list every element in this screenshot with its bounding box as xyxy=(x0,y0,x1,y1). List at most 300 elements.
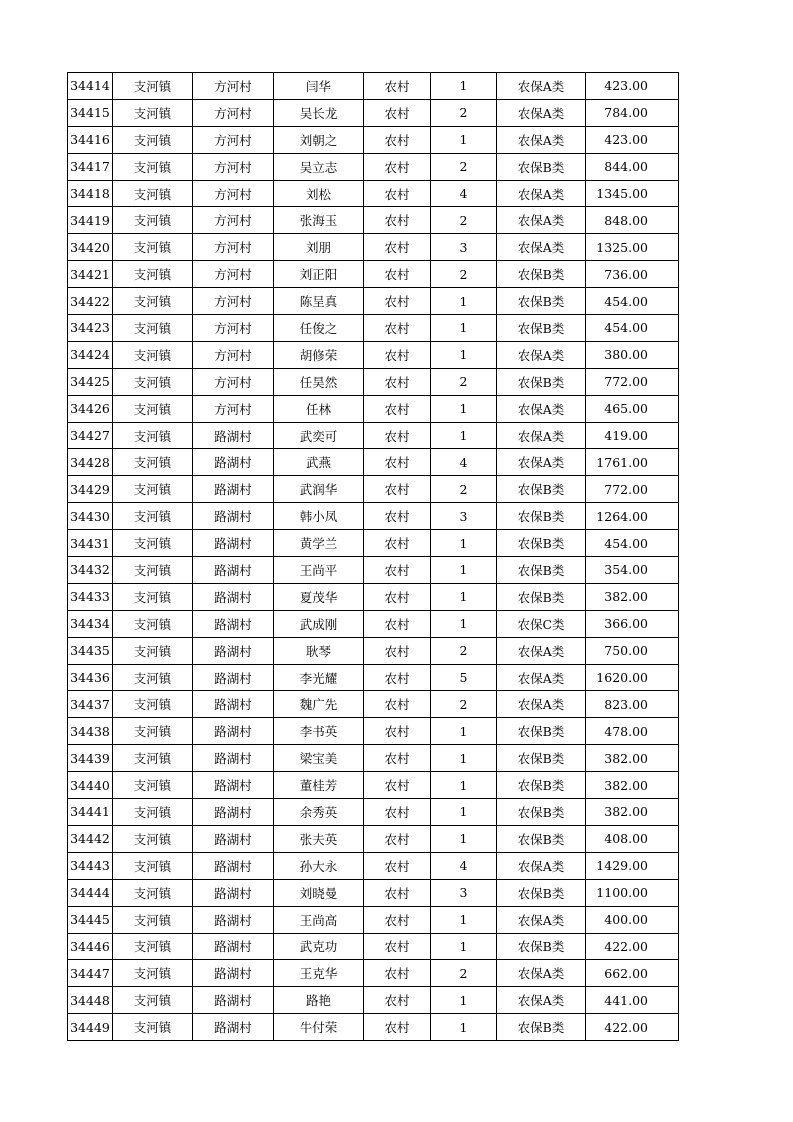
member-count-cell: 1 xyxy=(431,288,497,315)
member-count-cell: 2 xyxy=(431,476,497,503)
record-id-cell: 34438 xyxy=(68,718,113,745)
table-row xyxy=(68,503,679,530)
village-cell: 方河村 xyxy=(193,261,274,288)
town-cell: 支河镇 xyxy=(113,315,193,342)
town-cell: 支河镇 xyxy=(113,799,193,826)
table-row xyxy=(68,557,679,584)
amount-cell: 823.00 xyxy=(586,691,679,718)
town-cell: 支河镇 xyxy=(113,395,193,422)
village-cell: 方河村 xyxy=(193,234,274,261)
amount-cell: 354.00 xyxy=(586,557,679,584)
table-row xyxy=(68,583,679,610)
town-cell: 支河镇 xyxy=(113,207,193,234)
household-type-cell: 农村 xyxy=(364,449,431,476)
table-row xyxy=(68,153,679,180)
village-cell: 路湖村 xyxy=(193,637,274,664)
record-id-cell: 34423 xyxy=(68,315,113,342)
person-name-cell: 牛付荣 xyxy=(274,1014,364,1041)
village-cell: 方河村 xyxy=(193,153,274,180)
household-type-cell: 农村 xyxy=(364,745,431,772)
town-cell: 支河镇 xyxy=(113,422,193,449)
member-count-cell: 1 xyxy=(431,315,497,342)
town-cell: 支河镇 xyxy=(113,987,193,1014)
household-type-cell: 农村 xyxy=(364,852,431,879)
person-name-cell: 韩小凤 xyxy=(274,503,364,530)
record-id-cell: 34420 xyxy=(68,234,113,261)
amount-cell: 454.00 xyxy=(586,315,679,342)
town-cell: 支河镇 xyxy=(113,153,193,180)
village-cell: 路湖村 xyxy=(193,799,274,826)
person-name-cell: 任俊之 xyxy=(274,315,364,342)
table-row xyxy=(68,852,679,879)
household-type-cell: 农村 xyxy=(364,637,431,664)
member-count-cell: 1 xyxy=(431,610,497,637)
household-type-cell: 农村 xyxy=(364,906,431,933)
record-id-cell: 34437 xyxy=(68,691,113,718)
member-count-cell: 1 xyxy=(431,772,497,799)
record-id-cell: 34417 xyxy=(68,153,113,180)
table-row xyxy=(68,315,679,342)
record-id-cell: 34428 xyxy=(68,449,113,476)
amount-cell: 382.00 xyxy=(586,583,679,610)
amount-cell: 1325.00 xyxy=(586,234,679,261)
person-name-cell: 刘朝之 xyxy=(274,126,364,153)
household-type-cell: 农村 xyxy=(364,341,431,368)
insurance-class-cell: 农保B类 xyxy=(497,557,586,584)
insurance-class-cell: 农保A类 xyxy=(497,664,586,691)
insurance-class-cell: 农保A类 xyxy=(497,987,586,1014)
amount-cell: 1761.00 xyxy=(586,449,679,476)
town-cell: 支河镇 xyxy=(113,503,193,530)
amount-cell: 662.00 xyxy=(586,960,679,987)
insurance-class-cell: 农保B类 xyxy=(497,261,586,288)
insurance-class-cell: 农保A类 xyxy=(497,691,586,718)
member-count-cell: 2 xyxy=(431,368,497,395)
record-id-cell: 34444 xyxy=(68,879,113,906)
household-type-cell: 农村 xyxy=(364,772,431,799)
household-type-cell: 农村 xyxy=(364,933,431,960)
member-count-cell: 1 xyxy=(431,987,497,1014)
insurance-class-cell: 农保B类 xyxy=(497,583,586,610)
village-cell: 路湖村 xyxy=(193,825,274,852)
member-count-cell: 2 xyxy=(431,99,497,126)
town-cell: 支河镇 xyxy=(113,583,193,610)
town-cell: 支河镇 xyxy=(113,368,193,395)
insurance-class-cell: 农保B类 xyxy=(497,718,586,745)
person-name-cell: 刘朋 xyxy=(274,234,364,261)
table-row xyxy=(68,341,679,368)
member-count-cell: 1 xyxy=(431,583,497,610)
village-cell: 方河村 xyxy=(193,207,274,234)
village-cell: 方河村 xyxy=(193,180,274,207)
town-cell: 支河镇 xyxy=(113,610,193,637)
table-row xyxy=(68,261,679,288)
insurance-class-cell: 农保A类 xyxy=(497,449,586,476)
record-id-cell: 34432 xyxy=(68,557,113,584)
household-type-cell: 农村 xyxy=(364,261,431,288)
insurance-class-cell: 农保A类 xyxy=(497,126,586,153)
table-row xyxy=(68,422,679,449)
village-cell: 方河村 xyxy=(193,73,274,100)
insurance-class-cell: 农保A类 xyxy=(497,852,586,879)
person-name-cell: 张夫英 xyxy=(274,825,364,852)
table-row xyxy=(68,368,679,395)
table-row xyxy=(68,664,679,691)
village-cell: 路湖村 xyxy=(193,933,274,960)
household-type-cell: 农村 xyxy=(364,73,431,100)
insurance-class-cell: 农保A类 xyxy=(497,207,586,234)
insurance-class-cell: 农保A类 xyxy=(497,234,586,261)
amount-cell: 772.00 xyxy=(586,368,679,395)
household-type-cell: 农村 xyxy=(364,825,431,852)
household-type-cell: 农村 xyxy=(364,207,431,234)
person-name-cell: 梁宝美 xyxy=(274,745,364,772)
person-name-cell: 任林 xyxy=(274,395,364,422)
village-cell: 路湖村 xyxy=(193,852,274,879)
table-row xyxy=(68,207,679,234)
insurance-class-cell: 农保A类 xyxy=(497,99,586,126)
household-type-cell: 农村 xyxy=(364,960,431,987)
record-id-cell: 34448 xyxy=(68,987,113,1014)
member-count-cell: 5 xyxy=(431,664,497,691)
table-row xyxy=(68,960,679,987)
household-type-cell: 农村 xyxy=(364,691,431,718)
member-count-cell: 1 xyxy=(431,395,497,422)
village-cell: 路湖村 xyxy=(193,503,274,530)
person-name-cell: 刘晓曼 xyxy=(274,879,364,906)
member-count-cell: 1 xyxy=(431,906,497,933)
insurance-class-cell: 农保B类 xyxy=(497,530,586,557)
village-cell: 路湖村 xyxy=(193,449,274,476)
person-name-cell: 武奕可 xyxy=(274,422,364,449)
member-count-cell: 1 xyxy=(431,341,497,368)
town-cell: 支河镇 xyxy=(113,691,193,718)
person-name-cell: 李光耀 xyxy=(274,664,364,691)
household-type-cell: 农村 xyxy=(364,664,431,691)
member-count-cell: 1 xyxy=(431,422,497,449)
town-cell: 支河镇 xyxy=(113,73,193,100)
record-id-cell: 34442 xyxy=(68,825,113,852)
village-cell: 路湖村 xyxy=(193,610,274,637)
insurance-class-cell: 农保A类 xyxy=(497,395,586,422)
record-id-cell: 34416 xyxy=(68,126,113,153)
household-type-cell: 农村 xyxy=(364,368,431,395)
member-count-cell: 1 xyxy=(431,126,497,153)
insurance-class-cell: 农保B类 xyxy=(497,476,586,503)
town-cell: 支河镇 xyxy=(113,664,193,691)
village-cell: 方河村 xyxy=(193,395,274,422)
village-cell: 路湖村 xyxy=(193,557,274,584)
amount-cell: 848.00 xyxy=(586,207,679,234)
person-name-cell: 王尚高 xyxy=(274,906,364,933)
member-count-cell: 2 xyxy=(431,207,497,234)
person-name-cell: 胡修荣 xyxy=(274,341,364,368)
town-cell: 支河镇 xyxy=(113,234,193,261)
town-cell: 支河镇 xyxy=(113,530,193,557)
village-cell: 路湖村 xyxy=(193,745,274,772)
table-row xyxy=(68,987,679,1014)
amount-cell: 1100.00 xyxy=(586,879,679,906)
person-name-cell: 余秀英 xyxy=(274,799,364,826)
record-id-cell: 34431 xyxy=(68,530,113,557)
member-count-cell: 2 xyxy=(431,637,497,664)
village-cell: 路湖村 xyxy=(193,987,274,1014)
person-name-cell: 张海玉 xyxy=(274,207,364,234)
town-cell: 支河镇 xyxy=(113,745,193,772)
insurance-class-cell: 农保B类 xyxy=(497,1014,586,1041)
village-cell: 路湖村 xyxy=(193,960,274,987)
household-type-cell: 农村 xyxy=(364,422,431,449)
record-id-cell: 34414 xyxy=(68,73,113,100)
table-row xyxy=(68,449,679,476)
record-id-cell: 34418 xyxy=(68,180,113,207)
amount-cell: 422.00 xyxy=(586,1014,679,1041)
village-cell: 路湖村 xyxy=(193,879,274,906)
table-row xyxy=(68,691,679,718)
village-cell: 路湖村 xyxy=(193,772,274,799)
household-type-cell: 农村 xyxy=(364,180,431,207)
village-cell: 路湖村 xyxy=(193,583,274,610)
amount-cell: 1345.00 xyxy=(586,180,679,207)
record-id-cell: 34435 xyxy=(68,637,113,664)
household-type-cell: 农村 xyxy=(364,557,431,584)
person-name-cell: 魏广先 xyxy=(274,691,364,718)
record-id-cell: 34425 xyxy=(68,368,113,395)
table-row xyxy=(68,288,679,315)
records-table-body xyxy=(68,73,679,1041)
amount-cell: 408.00 xyxy=(586,825,679,852)
member-count-cell: 4 xyxy=(431,852,497,879)
town-cell: 支河镇 xyxy=(113,906,193,933)
record-id-cell: 34419 xyxy=(68,207,113,234)
person-name-cell: 王尚平 xyxy=(274,557,364,584)
record-id-cell: 34424 xyxy=(68,341,113,368)
record-id-cell: 34439 xyxy=(68,745,113,772)
member-count-cell: 1 xyxy=(431,73,497,100)
amount-cell: 1620.00 xyxy=(586,664,679,691)
insurance-class-cell: 农保A类 xyxy=(497,73,586,100)
table-row xyxy=(68,1014,679,1041)
town-cell: 支河镇 xyxy=(113,180,193,207)
table-row xyxy=(68,825,679,852)
insurance-class-cell: 农保B类 xyxy=(497,825,586,852)
record-id-cell: 34426 xyxy=(68,395,113,422)
amount-cell: 382.00 xyxy=(586,745,679,772)
insurance-class-cell: 农保A类 xyxy=(497,180,586,207)
amount-cell: 736.00 xyxy=(586,261,679,288)
insurance-class-cell: 农保A类 xyxy=(497,637,586,664)
member-count-cell: 1 xyxy=(431,745,497,772)
village-cell: 路湖村 xyxy=(193,422,274,449)
town-cell: 支河镇 xyxy=(113,261,193,288)
town-cell: 支河镇 xyxy=(113,718,193,745)
record-id-cell: 34433 xyxy=(68,583,113,610)
household-type-cell: 农村 xyxy=(364,476,431,503)
member-count-cell: 4 xyxy=(431,449,497,476)
household-type-cell: 农村 xyxy=(364,718,431,745)
table-row xyxy=(68,933,679,960)
town-cell: 支河镇 xyxy=(113,879,193,906)
person-name-cell: 武燕 xyxy=(274,449,364,476)
member-count-cell: 2 xyxy=(431,261,497,288)
amount-cell: 454.00 xyxy=(586,288,679,315)
person-name-cell: 夏茂华 xyxy=(274,583,364,610)
amount-cell: 750.00 xyxy=(586,637,679,664)
member-count-cell: 1 xyxy=(431,718,497,745)
village-cell: 路湖村 xyxy=(193,476,274,503)
household-type-cell: 农村 xyxy=(364,1014,431,1041)
household-type-cell: 农村 xyxy=(364,126,431,153)
household-type-cell: 农村 xyxy=(364,315,431,342)
household-type-cell: 农村 xyxy=(364,879,431,906)
village-cell: 路湖村 xyxy=(193,1014,274,1041)
insurance-class-cell: 农保B类 xyxy=(497,772,586,799)
town-cell: 支河镇 xyxy=(113,341,193,368)
record-id-cell: 34436 xyxy=(68,664,113,691)
household-type-cell: 农村 xyxy=(364,530,431,557)
member-count-cell: 3 xyxy=(431,234,497,261)
member-count-cell: 1 xyxy=(431,825,497,852)
amount-cell: 454.00 xyxy=(586,530,679,557)
insurance-class-cell: 农保C类 xyxy=(497,610,586,637)
person-name-cell: 刘正阳 xyxy=(274,261,364,288)
member-count-cell: 1 xyxy=(431,799,497,826)
amount-cell: 478.00 xyxy=(586,718,679,745)
village-cell: 路湖村 xyxy=(193,691,274,718)
person-name-cell: 武润华 xyxy=(274,476,364,503)
town-cell: 支河镇 xyxy=(113,476,193,503)
insurance-class-cell: 农保A类 xyxy=(497,960,586,987)
household-type-cell: 农村 xyxy=(364,799,431,826)
town-cell: 支河镇 xyxy=(113,772,193,799)
record-id-cell: 34430 xyxy=(68,503,113,530)
town-cell: 支河镇 xyxy=(113,288,193,315)
household-type-cell: 农村 xyxy=(364,234,431,261)
record-id-cell: 34449 xyxy=(68,1014,113,1041)
person-name-cell: 任昊然 xyxy=(274,368,364,395)
household-type-cell: 农村 xyxy=(364,503,431,530)
household-type-cell: 农村 xyxy=(364,99,431,126)
town-cell: 支河镇 xyxy=(113,126,193,153)
amount-cell: 441.00 xyxy=(586,987,679,1014)
amount-cell: 772.00 xyxy=(586,476,679,503)
village-cell: 路湖村 xyxy=(193,718,274,745)
amount-cell: 382.00 xyxy=(586,799,679,826)
table-row xyxy=(68,637,679,664)
town-cell: 支河镇 xyxy=(113,852,193,879)
town-cell: 支河镇 xyxy=(113,557,193,584)
amount-cell: 423.00 xyxy=(586,73,679,100)
amount-cell: 419.00 xyxy=(586,422,679,449)
insurance-class-cell: 农保A类 xyxy=(497,422,586,449)
person-name-cell: 武成刚 xyxy=(274,610,364,637)
person-name-cell: 武克功 xyxy=(274,933,364,960)
person-name-cell: 孙大永 xyxy=(274,852,364,879)
insurance-class-cell: 农保B类 xyxy=(497,503,586,530)
record-id-cell: 34429 xyxy=(68,476,113,503)
member-count-cell: 1 xyxy=(431,933,497,960)
insurance-class-cell: 农保B类 xyxy=(497,745,586,772)
person-name-cell: 吴立志 xyxy=(274,153,364,180)
amount-cell: 366.00 xyxy=(586,610,679,637)
table-row xyxy=(68,906,679,933)
member-count-cell: 2 xyxy=(431,153,497,180)
member-count-cell: 3 xyxy=(431,879,497,906)
table-row xyxy=(68,718,679,745)
household-type-cell: 农村 xyxy=(364,153,431,180)
record-id-cell: 34415 xyxy=(68,99,113,126)
table-row xyxy=(68,610,679,637)
record-id-cell: 34443 xyxy=(68,852,113,879)
table-row xyxy=(68,745,679,772)
record-id-cell: 34434 xyxy=(68,610,113,637)
member-count-cell: 1 xyxy=(431,557,497,584)
record-id-cell: 34441 xyxy=(68,799,113,826)
records-table xyxy=(67,72,679,1041)
record-id-cell: 34445 xyxy=(68,906,113,933)
town-cell: 支河镇 xyxy=(113,825,193,852)
village-cell: 方河村 xyxy=(193,126,274,153)
member-count-cell: 4 xyxy=(431,180,497,207)
person-name-cell: 刘松 xyxy=(274,180,364,207)
insurance-class-cell: 农保A类 xyxy=(497,341,586,368)
amount-cell: 1429.00 xyxy=(586,852,679,879)
record-id-cell: 34447 xyxy=(68,960,113,987)
village-cell: 方河村 xyxy=(193,315,274,342)
amount-cell: 844.00 xyxy=(586,153,679,180)
insurance-class-cell: 农保B类 xyxy=(497,315,586,342)
table-row xyxy=(68,476,679,503)
member-count-cell: 2 xyxy=(431,960,497,987)
village-cell: 方河村 xyxy=(193,368,274,395)
person-name-cell: 路艳 xyxy=(274,987,364,1014)
village-cell: 方河村 xyxy=(193,288,274,315)
person-name-cell: 陈呈真 xyxy=(274,288,364,315)
table-row xyxy=(68,126,679,153)
insurance-class-cell: 农保B类 xyxy=(497,288,586,315)
amount-cell: 422.00 xyxy=(586,933,679,960)
table-row xyxy=(68,530,679,557)
record-id-cell: 34421 xyxy=(68,261,113,288)
record-id-cell: 34446 xyxy=(68,933,113,960)
person-name-cell: 吴长龙 xyxy=(274,99,364,126)
table-row xyxy=(68,180,679,207)
table-row xyxy=(68,772,679,799)
village-cell: 路湖村 xyxy=(193,530,274,557)
village-cell: 路湖村 xyxy=(193,664,274,691)
household-type-cell: 农村 xyxy=(364,288,431,315)
insurance-class-cell: 农保B类 xyxy=(497,799,586,826)
person-name-cell: 王克华 xyxy=(274,960,364,987)
table-row xyxy=(68,879,679,906)
table-row xyxy=(68,395,679,422)
amount-cell: 380.00 xyxy=(586,341,679,368)
table-row xyxy=(68,799,679,826)
insurance-class-cell: 农保B类 xyxy=(497,933,586,960)
village-cell: 方河村 xyxy=(193,99,274,126)
town-cell: 支河镇 xyxy=(113,449,193,476)
amount-cell: 465.00 xyxy=(586,395,679,422)
member-count-cell: 1 xyxy=(431,1014,497,1041)
household-type-cell: 农村 xyxy=(364,395,431,422)
amount-cell: 423.00 xyxy=(586,126,679,153)
record-id-cell: 34422 xyxy=(68,288,113,315)
person-name-cell: 李书英 xyxy=(274,718,364,745)
person-name-cell: 耿琴 xyxy=(274,637,364,664)
table-row xyxy=(68,234,679,261)
amount-cell: 400.00 xyxy=(586,906,679,933)
amount-cell: 1264.00 xyxy=(586,503,679,530)
